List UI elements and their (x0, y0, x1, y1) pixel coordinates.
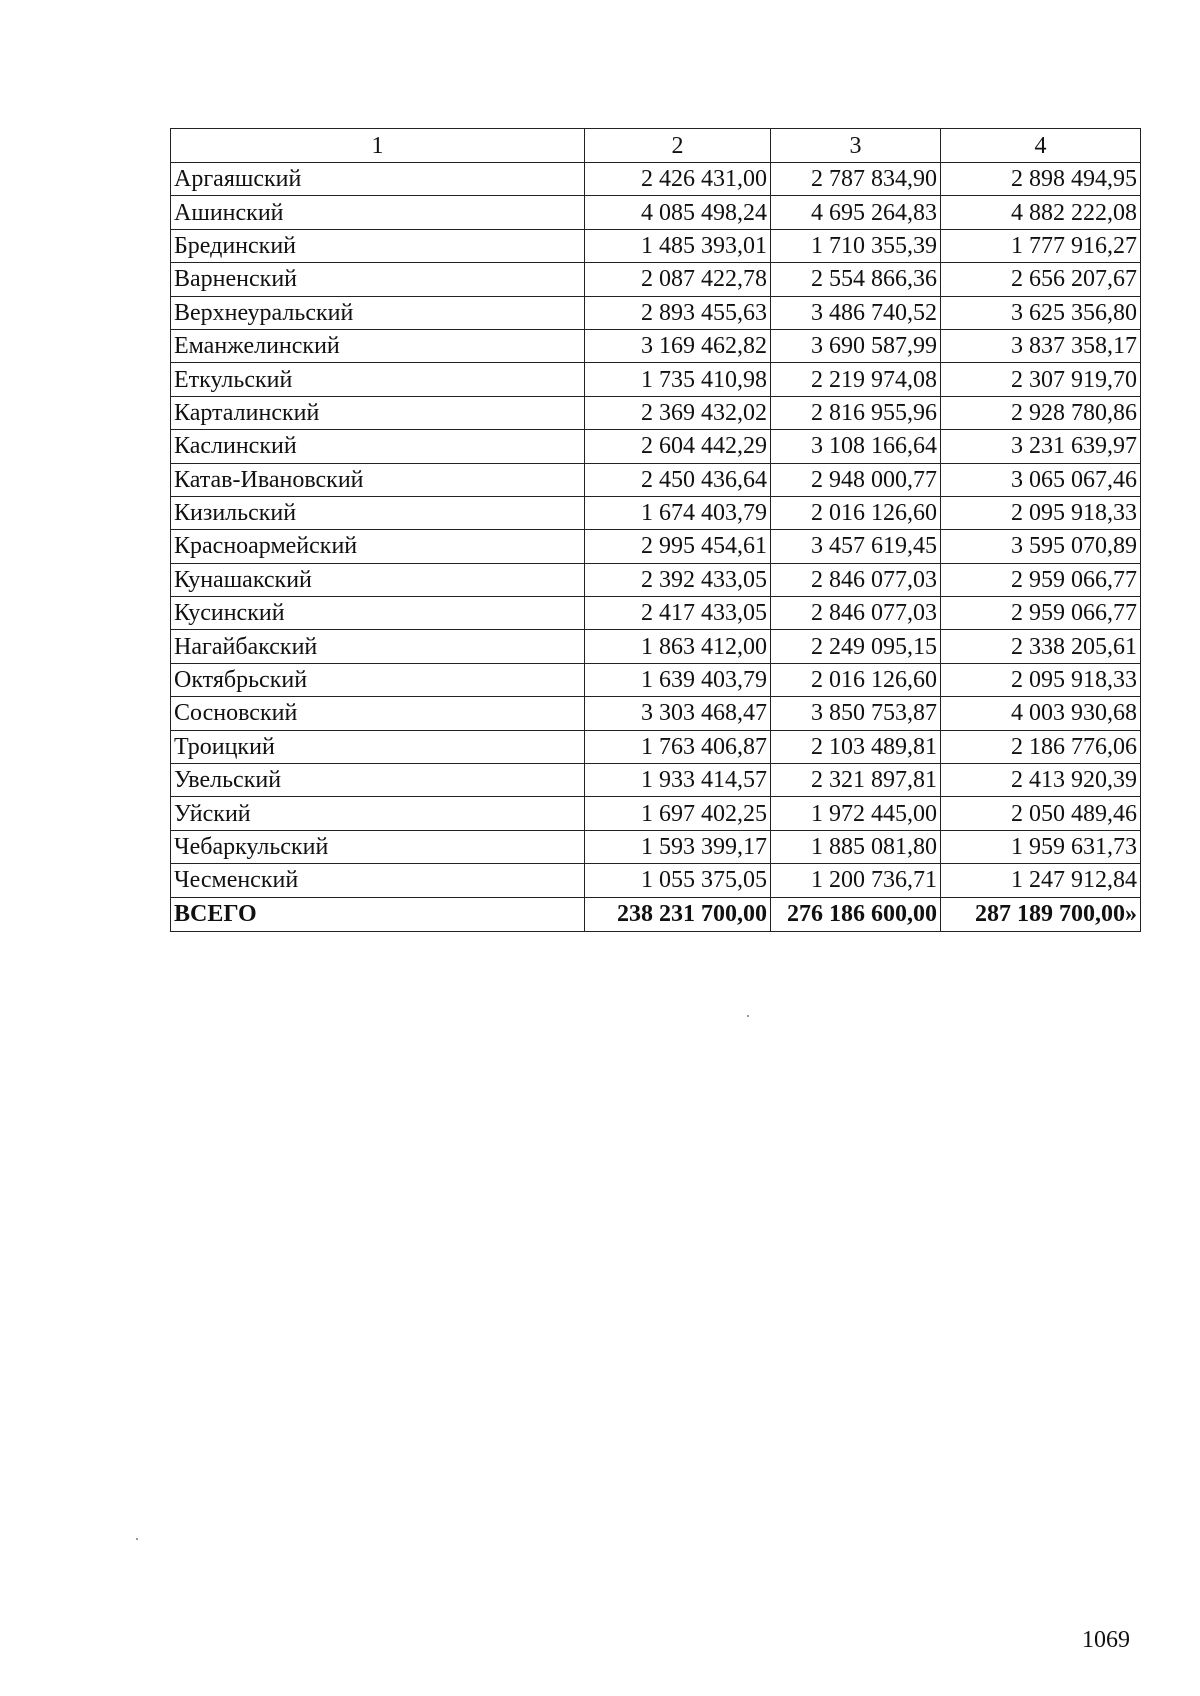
value-col-3: 3 486 740,52 (771, 296, 941, 329)
total-label: ВСЕГО (171, 897, 585, 931)
value-col-4: 1 777 916,27 (941, 229, 1141, 262)
district-name: Брединский (171, 229, 585, 262)
district-name: Кусинский (171, 597, 585, 630)
value-col-4: 2 959 066,77 (941, 597, 1141, 630)
column-header-4: 4 (941, 129, 1141, 163)
district-name: Чебаркульский (171, 830, 585, 863)
total-col-2: 238 231 700,00 (585, 897, 771, 931)
table-row (171, 296, 1141, 329)
value-col-2: 1 639 403,79 (585, 663, 771, 696)
value-col-4: 3 231 639,97 (941, 430, 1141, 463)
table-row (171, 830, 1141, 863)
value-col-2: 1 697 402,25 (585, 797, 771, 830)
value-col-2: 1 863 412,00 (585, 630, 771, 663)
district-name: Октябрьский (171, 663, 585, 696)
column-header-2: 2 (585, 129, 771, 163)
table-row (171, 363, 1141, 396)
district-name: Уйский (171, 797, 585, 830)
value-col-2: 2 087 422,78 (585, 263, 771, 296)
column-header-1: 1 (171, 129, 585, 163)
district-name: Троицкий (171, 730, 585, 763)
value-col-2: 2 426 431,00 (585, 163, 771, 196)
value-col-4: 1 959 631,73 (941, 830, 1141, 863)
district-name: Ашинский (171, 196, 585, 229)
header-row (171, 129, 1141, 163)
value-col-2: 1 485 393,01 (585, 229, 771, 262)
value-col-4: 4 003 930,68 (941, 697, 1141, 730)
value-col-3: 2 948 000,77 (771, 463, 941, 496)
district-name: Увельский (171, 764, 585, 797)
table-row (171, 196, 1141, 229)
table-row (171, 329, 1141, 362)
value-col-2: 1 674 403,79 (585, 496, 771, 529)
table-row (171, 229, 1141, 262)
value-col-3: 3 108 166,64 (771, 430, 941, 463)
value-col-2: 2 369 432,02 (585, 396, 771, 429)
district-name: Аргаяшский (171, 163, 585, 196)
district-name: Чесменский (171, 864, 585, 897)
page-number: 1069 (1082, 1627, 1130, 1653)
value-col-4: 1 247 912,84 (941, 864, 1141, 897)
value-col-3: 2 787 834,90 (771, 163, 941, 196)
district-name: Верхнеуральский (171, 296, 585, 329)
value-col-4: 2 413 920,39 (941, 764, 1141, 797)
value-col-3: 2 816 955,96 (771, 396, 941, 429)
value-col-4: 2 050 489,46 (941, 797, 1141, 830)
table-row (171, 530, 1141, 563)
value-col-4: 2 338 205,61 (941, 630, 1141, 663)
district-name: Еткульский (171, 363, 585, 396)
value-col-3: 2 846 077,03 (771, 563, 941, 596)
table-row (171, 430, 1141, 463)
table-row (171, 597, 1141, 630)
value-col-4: 2 307 919,70 (941, 363, 1141, 396)
value-col-4: 2 656 207,67 (941, 263, 1141, 296)
value-col-2: 2 450 436,64 (585, 463, 771, 496)
table-row (171, 864, 1141, 897)
table-row (171, 396, 1141, 429)
district-name: Кизильский (171, 496, 585, 529)
table-row (171, 697, 1141, 730)
district-name: Нагайбакский (171, 630, 585, 663)
table-row (171, 163, 1141, 196)
value-col-4: 4 882 222,08 (941, 196, 1141, 229)
table-row (171, 496, 1141, 529)
value-col-2: 2 417 433,05 (585, 597, 771, 630)
table-row (171, 630, 1141, 663)
table-row (171, 663, 1141, 696)
table-row (171, 263, 1141, 296)
value-col-2: 3 303 468,47 (585, 697, 771, 730)
value-col-4: 2 928 780,86 (941, 396, 1141, 429)
value-col-2: 4 085 498,24 (585, 196, 771, 229)
scan-speck (747, 1015, 749, 1017)
table-row (171, 563, 1141, 596)
value-col-4: 3 065 067,46 (941, 463, 1141, 496)
value-col-2: 1 055 375,05 (585, 864, 771, 897)
value-col-2: 1 593 399,17 (585, 830, 771, 863)
district-name: Карталинский (171, 396, 585, 429)
value-col-2: 2 604 442,29 (585, 430, 771, 463)
value-col-2: 1 735 410,98 (585, 363, 771, 396)
table-row (171, 764, 1141, 797)
value-col-3: 1 710 355,39 (771, 229, 941, 262)
value-col-3: 3 850 753,87 (771, 697, 941, 730)
value-col-4: 3 837 358,17 (941, 329, 1141, 362)
table-body (171, 163, 1141, 898)
value-col-3: 3 690 587,99 (771, 329, 941, 362)
district-name: Кунашакский (171, 563, 585, 596)
district-name: Катав-Ивановский (171, 463, 585, 496)
value-col-2: 2 995 454,61 (585, 530, 771, 563)
value-col-3: 1 972 445,00 (771, 797, 941, 830)
total-col-3: 276 186 600,00 (771, 897, 941, 931)
value-col-3: 2 016 126,60 (771, 663, 941, 696)
value-col-2: 3 169 462,82 (585, 329, 771, 362)
value-col-4: 2 959 066,77 (941, 563, 1141, 596)
value-col-3: 2 103 489,81 (771, 730, 941, 763)
table-row (171, 730, 1141, 763)
district-name: Сосновский (171, 697, 585, 730)
value-col-4: 2 898 494,95 (941, 163, 1141, 196)
value-col-3: 4 695 264,83 (771, 196, 941, 229)
value-col-2: 2 893 455,63 (585, 296, 771, 329)
district-name: Красноармейский (171, 530, 585, 563)
district-name: Еманжелинский (171, 329, 585, 362)
table-row (171, 463, 1141, 496)
column-header-3: 3 (771, 129, 941, 163)
total-col-4: 287 189 700,00» (941, 897, 1141, 931)
total-row (171, 897, 1141, 931)
district-name: Каслинский (171, 430, 585, 463)
value-col-4: 2 095 918,33 (941, 496, 1141, 529)
value-col-4: 3 625 356,80 (941, 296, 1141, 329)
value-col-3: 2 554 866,36 (771, 263, 941, 296)
value-col-3: 2 249 095,15 (771, 630, 941, 663)
value-col-4: 2 186 776,06 (941, 730, 1141, 763)
value-col-3: 3 457 619,45 (771, 530, 941, 563)
budget-table (170, 128, 1141, 932)
scan-speck (136, 1538, 138, 1540)
value-col-4: 3 595 070,89 (941, 530, 1141, 563)
value-col-3: 1 200 736,71 (771, 864, 941, 897)
value-col-3: 2 219 974,08 (771, 363, 941, 396)
value-col-4: 2 095 918,33 (941, 663, 1141, 696)
value-col-2: 1 933 414,57 (585, 764, 771, 797)
value-col-2: 2 392 433,05 (585, 563, 771, 596)
value-col-3: 2 846 077,03 (771, 597, 941, 630)
table-row (171, 797, 1141, 830)
value-col-3: 2 016 126,60 (771, 496, 941, 529)
value-col-3: 2 321 897,81 (771, 764, 941, 797)
value-col-3: 1 885 081,80 (771, 830, 941, 863)
value-col-2: 1 763 406,87 (585, 730, 771, 763)
district-name: Варненский (171, 263, 585, 296)
